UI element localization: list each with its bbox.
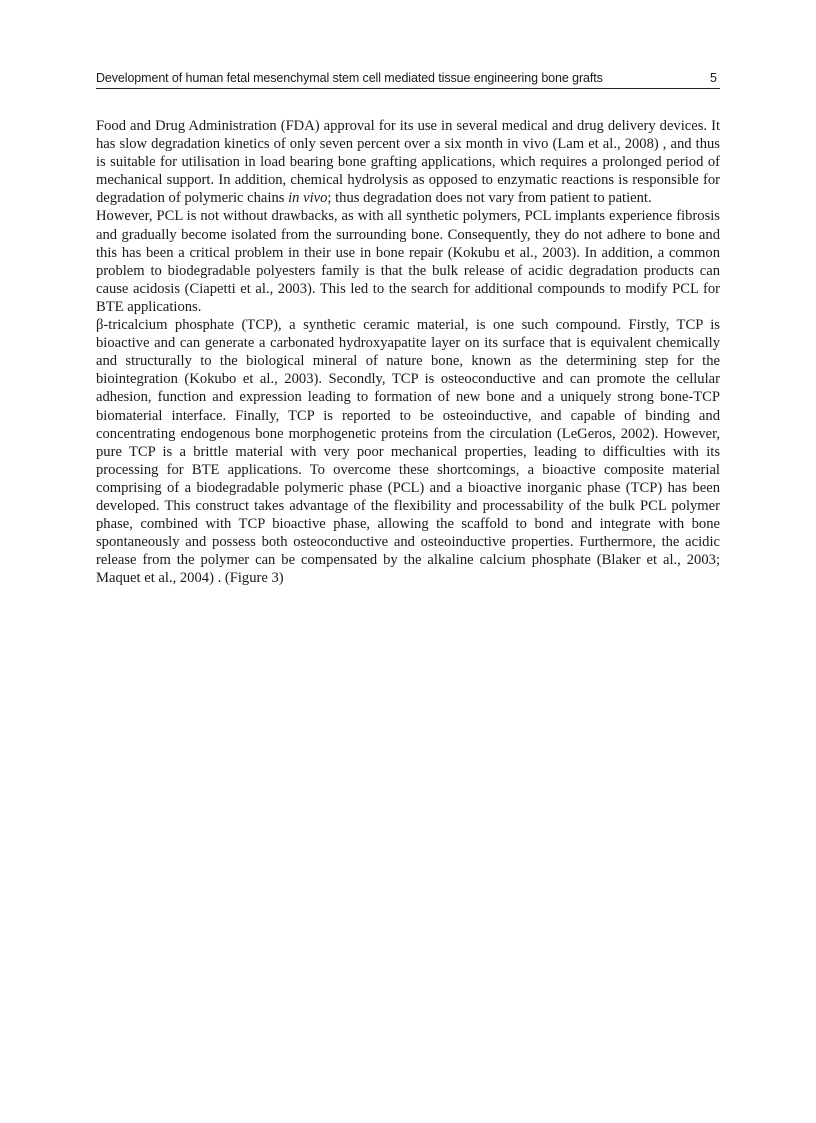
paragraph-text: ; thus degradation does not vary from patient to patient. xyxy=(327,190,652,207)
italic-term: in vivo xyxy=(288,190,328,207)
paragraph-pcl-drawbacks: However, PCL is not without drawbacks, as with all synthetic polymers, PCL implants experience fibrosis and gradually become isolated from the surrounding bone. Consequently, they do not adhere to bone and this has been a critical problem in their use in bone repair (Kokubu et al., 2003). In addition, a common problem to biodegradable polyesters family is that the bulk release of acidic degradation products can cause acidosis (Ciapetti et al., 2003). This led to the search for additional compounds to modify PCL for BTE applications. xyxy=(96,208,720,315)
running-title: Development of human fetal mesenchymal stem cell mediated tissue engineering bone grafts xyxy=(96,71,603,85)
page-number: 5 xyxy=(710,71,717,85)
paragraph-text: Food and Drug Administration (FDA) approval for its use in several medical and drug delivery devices. It has slow degradation kinetics of only seven percent over a six month in vivo (Lam et al., 2008) , and thus is suitable for utilisation in load bearing bone grafting applications, which requires a prolonged period of mechanical support. In addition, chemical hydrolysis as opposed to enzymatic reactions is responsible for degradation of polymeric chains xyxy=(96,118,720,207)
page-header xyxy=(96,69,720,89)
paragraph-pcl-degradation xyxy=(96,117,720,207)
paragraph-tcp: β-tricalcium phosphate (TCP), a synthetic ceramic material, is one such compound. Firstly, TCP is bioactive and can generate a carbonated hydroxyapatite layer on its surface that is equivalent chemically and structurally to the biological mineral of nature bone, known as the determining step for the biointegration (Kokubo et al., 2003). Secondly, TCP is osteoconductive and can promote the cellular adhesion, function and expression leading to formation of new bone and a uniquely strong bone-TCP biomaterial interface. Finally, TCP is reported to be osteoinductive, and capable of binding and concentrating endogenous bone morphogenetic proteins from the circulation (LeGeros, 2002). However, pure TCP is a brittle material with very poor mechanical properties, leading to difficulties with its processing for BTE applications. To overcome these shortcomings, a bioactive composite material comprising of a biodegradable polymeric phase (PCL) and a bioactive inorganic phase (TCP) has been developed. This construct takes advantage of the flexibility and processability of the bulk PCL polymer phase, combined with TCP bioactive phase, allowing the scaffold to bond and integrate with bone spontaneously and possess both osteoconductive and osteoinductive properties. Furthermore, the acidic release from the polymer can be compensated by the alkaline calcium phosphate (Blaker et al., 2003; Maquet et al., 2004) . (Figure 3) xyxy=(96,317,720,587)
body-text xyxy=(96,117,720,587)
